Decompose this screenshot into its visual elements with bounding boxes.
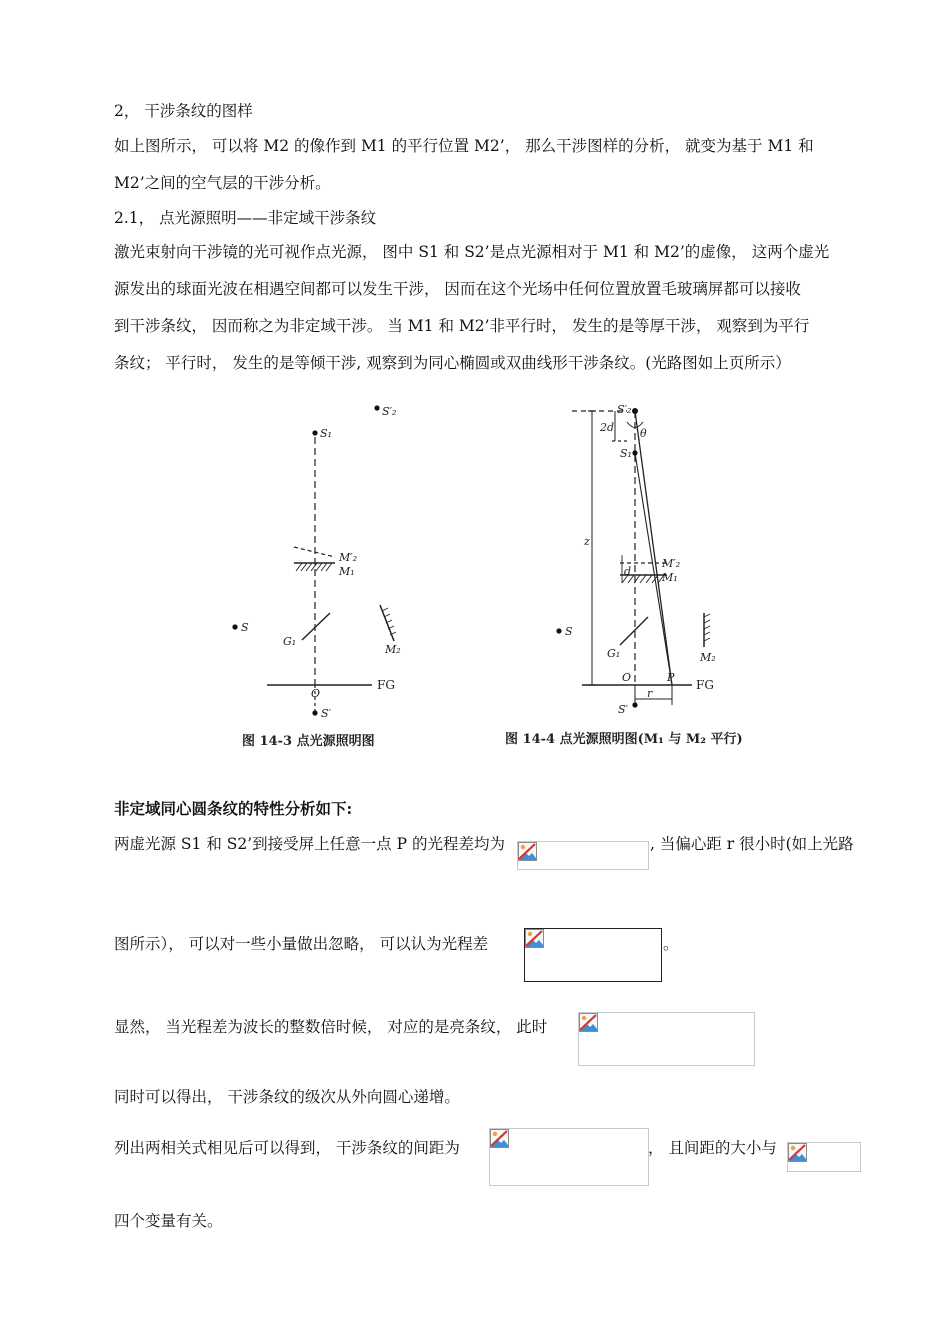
paragraph-line: 到干涉条纹， 因而称之为非定域干涉。 当 M1 和 M2’非平行时， 发生的是等厚干涉， 观察到为平行: [114, 317, 810, 335]
formula-image-1: [517, 841, 649, 870]
section-heading-2: 2， 干涉条纹的图样: [114, 102, 253, 120]
label-right-fg: FG: [696, 678, 714, 692]
label-right-s: S: [565, 625, 573, 638]
left-m1-hatch: [296, 563, 332, 571]
optical-path-diagram: [222, 395, 782, 765]
label-left-m2: M₂: [385, 643, 401, 656]
label-left-s1: S₁: [320, 427, 332, 440]
figure-caption-14-3: 图 14-3 点光源照明图: [242, 734, 375, 749]
label-right-m2: M₂: [700, 651, 716, 664]
left-sp-point: [312, 710, 317, 715]
figure-caption-14-4: 图 14-4 点光源照明图(M₁ 与 M₂ 平行): [505, 732, 743, 747]
label-right-z: z: [584, 535, 590, 548]
analysis-p5-mid: ， 且间距的大小与: [648, 1139, 777, 1157]
paragraph-line: 源发出的球面光波在相遇空间都可以发生干涉， 因而在这个光场中任何位置放置毛玻璃屏都可以接收: [114, 280, 801, 298]
analysis-p5-before: 列出两相关式相见后可以得到， 干涉条纹的间距为: [114, 1139, 460, 1157]
left-g1: [302, 613, 330, 640]
analysis-p3-before: 显然， 当光程差为波长的整数倍时候， 对应的是亮条纹， 此时: [114, 1018, 548, 1036]
analysis-heading: 非定域同心圆条纹的特性分析如下:: [114, 799, 353, 818]
left-s2p-point: [374, 405, 379, 410]
ray-from-s2p: [635, 411, 672, 685]
label-right-m1: M₁: [662, 571, 678, 584]
right-sp-point: [632, 702, 637, 707]
analysis-p2-before: 图所示）， 可以对一些小量做出忽略， 可以认为光程差: [114, 935, 489, 953]
label-right-d: d: [624, 565, 632, 578]
left-m2-hatch: [382, 608, 396, 635]
label-left-s: S: [241, 621, 249, 634]
label-right-sp: S′: [618, 703, 629, 716]
right-s1-point: [632, 450, 637, 455]
label-left-s2p: S′₂: [382, 405, 397, 418]
broken-image-icon: [525, 929, 544, 948]
right-g1: [620, 617, 648, 645]
label-right-p: P: [667, 671, 675, 684]
right-m2-hatch: [704, 614, 710, 641]
label-right-theta: θ: [640, 427, 647, 440]
label-left-fg: FG: [377, 678, 395, 692]
optical-path-figure: [222, 395, 782, 765]
label-right-r: r: [647, 687, 653, 700]
analysis-p6: 四个变量有关。: [114, 1212, 223, 1230]
broken-image-icon: [579, 1013, 598, 1032]
formula-image-4: [489, 1128, 649, 1186]
left-s-point: [232, 624, 237, 629]
paragraph-line: 激光束射向干涉镜的光可视作点光源， 图中 S1 和 S2’是点光源相对于 M1 和 M2’的虚像， 这两个虚光: [114, 243, 830, 261]
paragraph-line: M2’之间的空气层的干涉分析。: [114, 174, 331, 192]
label-left-g1: G₁: [283, 635, 297, 648]
analysis-p1-before: 两虚光源 S1 和 S2’到接受屏上任意一点 P 的光程差均为: [114, 835, 505, 853]
label-left-m1: M₁: [339, 565, 355, 578]
label-right-2d: 2d: [600, 421, 615, 434]
label-right-o: O: [622, 671, 632, 684]
broken-image-icon: [490, 1129, 509, 1148]
label-left-m2p: M′₂: [339, 551, 358, 564]
analysis-p1-after: , 当偏心距 r 很小时(如上光路: [650, 835, 854, 853]
section-heading-2-1: 2.1， 点光源照明——非定域干涉条纹: [114, 209, 377, 227]
paragraph-line: 如上图所示， 可以将 M2 的像作到 M1 的平行位置 M2’， 那么干涉图样的分析， 就变为基于 M1 和: [114, 137, 814, 155]
label-left-o: O: [311, 687, 321, 700]
right-s2p-point: [632, 408, 638, 414]
formula-image-5: [787, 1142, 861, 1172]
left-s1-point: [312, 430, 317, 435]
label-left-sp: S′: [321, 707, 332, 720]
broken-image-icon: [788, 1143, 807, 1162]
analysis-p4: 同时可以得出， 干涉条纹的级次从外向圆心递增。: [114, 1088, 460, 1106]
label-right-s2p: S′₂: [617, 403, 632, 416]
formula-image-3: [578, 1012, 755, 1066]
formula-image-2: [524, 928, 662, 982]
right-s-point: [556, 628, 561, 633]
label-right-m2p: M′₂: [662, 557, 681, 570]
analysis-p2-after: 。: [663, 935, 679, 953]
label-right-g1: G₁: [607, 647, 621, 660]
broken-image-icon: [518, 842, 537, 861]
label-right-s1: S₁: [620, 447, 632, 460]
paragraph-line: 条纹； 平行时， 发生的是等倾干涉, 观察到为同心椭圆或双曲线形干涉条纹。(光路图如上页所示）: [114, 354, 791, 372]
